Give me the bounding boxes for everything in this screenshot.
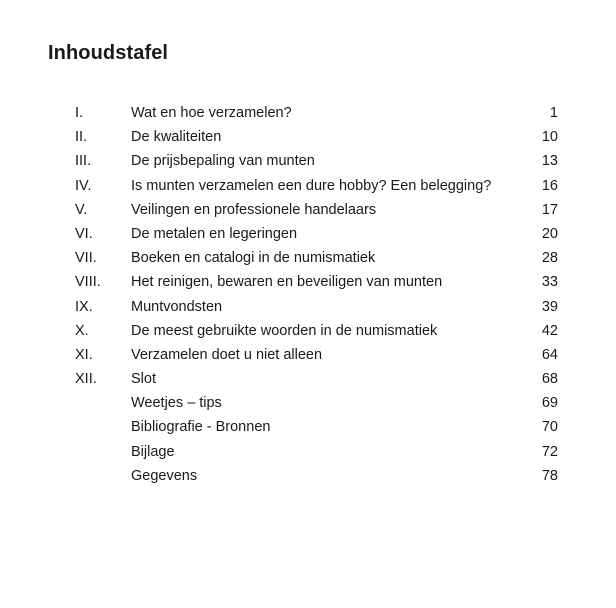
toc-entry[interactable] (0, 343, 616, 367)
toc-entry-page-number: 28 (541, 250, 558, 267)
toc-entry-page-number: 1 (549, 105, 558, 121)
toc-entry-page-number: 64 (541, 346, 558, 363)
toc-entry[interactable] (0, 222, 616, 246)
toc-entry[interactable] (0, 367, 616, 391)
toc-entry-label: Is munten verzamelen een dure hobby? Een belegging? (131, 177, 492, 194)
toc-entry[interactable] (0, 415, 616, 439)
toc-entry-label: Veilingen en professionele handelaars (131, 201, 377, 218)
toc-entry-number: IV. (75, 177, 92, 194)
page-title: Inhoudstafel (48, 42, 169, 64)
toc-entry-label: De meest gebruikte woorden in de numismatiek (131, 322, 438, 339)
toc-entry[interactable] (0, 270, 616, 294)
toc-entry-page-number: 70 (541, 419, 558, 436)
toc-entry-label: Weetjes – tips (131, 395, 222, 412)
toc-entry[interactable] (0, 391, 616, 415)
toc-entry-number: VI. (75, 225, 93, 242)
toc-entry-number: II. (75, 129, 88, 146)
toc-entry-number: XI. (75, 346, 93, 363)
toc-list (0, 101, 616, 488)
toc-entry-number: VII. (75, 250, 97, 267)
toc-entry-page-number: 78 (541, 467, 558, 484)
toc-entry[interactable] (0, 198, 616, 222)
toc-entry-page-number: 16 (541, 177, 558, 194)
toc-entry[interactable] (0, 319, 616, 343)
toc-entry-label: Wat en hoe verzamelen? (131, 105, 292, 121)
toc-entry-label: De metalen en legeringen (131, 225, 298, 242)
toc-entry-number: VIII. (75, 274, 101, 291)
toc-entry-label: Gegevens (131, 467, 198, 484)
toc-entry[interactable] (0, 440, 616, 464)
toc-entry-number: XII. (75, 371, 97, 388)
toc-entry-label: De kwaliteiten (131, 129, 222, 146)
toc-entry-label: Boeken en catalogi in de numismatiek (131, 250, 376, 267)
toc-entry-page-number: 33 (541, 274, 558, 291)
toc-entry-label: De prijsbepaling van munten (131, 153, 315, 170)
toc-entry-page-number: 10 (541, 129, 558, 146)
toc-entry[interactable] (0, 149, 616, 173)
toc-entry-label: Bibliografie - Bronnen (131, 419, 271, 436)
toc-entry-page-number: 68 (541, 371, 558, 388)
toc-entry[interactable] (0, 101, 616, 125)
toc-entry-label: Muntvondsten (131, 298, 223, 315)
toc-entry-page-number: 20 (541, 225, 558, 242)
toc-entry-number: I. (75, 105, 84, 121)
toc-entry[interactable] (0, 125, 616, 149)
toc-entry[interactable] (0, 174, 616, 198)
toc-entry-label: Het reinigen, bewaren en beveiligen van munten (131, 274, 443, 291)
toc-entry-number: V. (75, 201, 88, 218)
toc-entry-label: Slot (131, 371, 156, 388)
toc-entry-number: IX. (75, 298, 93, 315)
toc-entry-number: X. (75, 322, 89, 339)
toc-entry[interactable] (0, 295, 616, 319)
toc-entry-page-number: 72 (541, 443, 558, 460)
toc-entry-number: III. (75, 153, 92, 170)
toc-entry-page-number: 42 (541, 322, 558, 339)
toc-entry-page-number: 17 (541, 201, 558, 218)
toc-entry-page-number: 39 (541, 298, 558, 315)
toc-entry-page-number: 13 (541, 153, 558, 170)
toc-entry-page-number: 69 (541, 395, 558, 412)
toc-entry-label: Verzamelen doet u niet alleen (131, 346, 323, 363)
toc-entry-label: Bijlage (131, 443, 175, 460)
toc-entry[interactable] (0, 464, 616, 488)
toc-entry[interactable] (0, 246, 616, 270)
